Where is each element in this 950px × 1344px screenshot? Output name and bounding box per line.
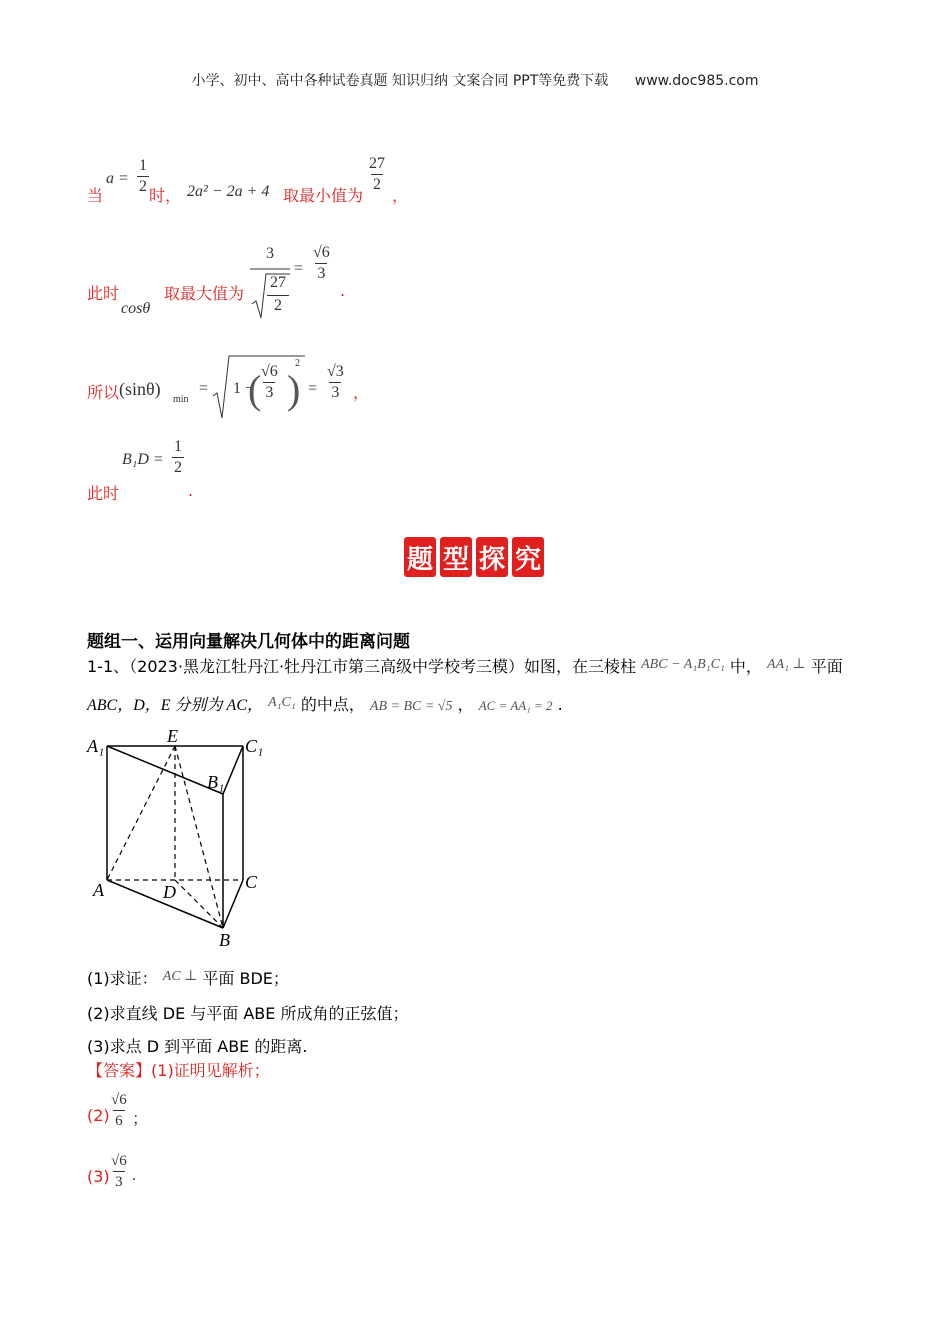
problem-comma: ， (457, 695, 474, 714)
line3-paren-close: ) (287, 367, 301, 412)
problem-prism: ABC − A₁B₁C₁ (641, 657, 725, 672)
line1-mid: 时， (149, 186, 182, 205)
label-a1: A₁ (87, 736, 105, 756)
question-3: (3)求点 D 到平面 ABE 的距离. (87, 1037, 308, 1056)
line2-cos: cosθ (121, 300, 151, 317)
line3-end: ， (353, 383, 370, 402)
line2-fraction: 3 27 2 (250, 243, 290, 265)
answer-line-1 (87, 1058, 270, 1081)
line4-lhs: B₁D = (122, 451, 164, 468)
banner-char-1: 题 (404, 537, 436, 577)
answer-3-end: . (132, 1167, 136, 1184)
line4-end: . (188, 481, 194, 500)
answer-1: (1)证明见解析； (151, 1061, 270, 1080)
q1-prefix: (1)求证： (87, 969, 158, 988)
problem-cond2: AC = AA₁ = 2 (478, 698, 553, 713)
problem-a1c1: A₁C₁ (268, 695, 296, 710)
line4-frac: $\frac{1}{2}$ (174, 438, 182, 476)
line3-eq2: = (308, 380, 318, 397)
problem-period: . (557, 695, 563, 714)
line1-a-eq: a = (106, 170, 129, 187)
q1-suffix: 平面 BDE； (202, 969, 289, 988)
line2-end: . (340, 281, 346, 300)
line2-prefix: 此时 (87, 284, 120, 303)
line1-frac: $\frac{1}{2}$ (139, 157, 147, 195)
line1-tail: 取最小值为 (283, 186, 364, 205)
banner-char-4: 究 (512, 537, 544, 577)
section-title: 题组一、运用向量解决几何体中的距离问题 (87, 632, 410, 652)
line4-prefix: 此时 (87, 484, 120, 503)
line3-sub: min (173, 394, 189, 405)
edge-a1b1 (107, 746, 223, 794)
problem-line2a: ABC，D，E 分别为 AC， (87, 697, 263, 714)
question-1 (87, 962, 408, 997)
page-header (0, 70, 950, 90)
problem-line-2 (87, 692, 877, 715)
line3-inner-frac: $\frac{√6}{3}$ (261, 363, 278, 401)
question-2: (2)求直线 DE 与平面 ABE 所成角的正弦值； (87, 1004, 409, 1023)
answer-2-end: ； (132, 1111, 149, 1128)
header-site[interactable]: www.doc985.com (634, 73, 759, 89)
prism-figure (85, 728, 275, 950)
edge-cb (223, 880, 243, 928)
line2-eq: = (294, 260, 304, 277)
line1-expr: 2a² − 2a + 4 (187, 183, 270, 200)
label-c: C (245, 872, 258, 892)
header-text: 小学、初中、高中各种试卷真题 知识归纳 文案合同 PPT等免费下载 (191, 73, 609, 89)
problem-intro: 1-1、（2023·黑龙江牡丹江·牡丹江市第三高级中学校考三模）如图，在三棱柱 (87, 657, 637, 676)
problem-plane: 平面 (810, 657, 843, 676)
label-a: A (93, 880, 104, 900)
line3-lhs: (sinθ) (119, 379, 161, 399)
line2-result: $\frac{√6}{3}$ (313, 244, 330, 282)
problem-mid: 中， (729, 657, 762, 676)
label-c1: C₁ (245, 736, 264, 756)
banner-char-2: 型 (440, 537, 472, 577)
banner-char-3: 探 (476, 537, 508, 577)
answer-3-label: (3) (87, 1167, 110, 1186)
answer-2-frac: $\frac{√6}{6}$ (111, 1092, 127, 1129)
edge-c1b1 (223, 746, 243, 794)
edge-db (175, 880, 223, 928)
label-b1: B₁ (207, 772, 225, 792)
problem-cond1: AB = BC = √5 (369, 699, 453, 714)
questions (87, 962, 408, 1063)
answer-label: 【答案】 (87, 1061, 152, 1080)
answer-2-label: (2) (87, 1106, 110, 1125)
q1-math: AC ⊥ (162, 969, 198, 984)
line3-power: 2 (295, 358, 300, 369)
problem-line2b: 的中点， (300, 695, 365, 714)
line1-end: ， (392, 186, 409, 205)
line3-eq: = (199, 380, 209, 397)
label-e: E (167, 728, 178, 746)
problem-statement (87, 654, 877, 715)
line3-result: $\frac{√3}{3}$ (327, 363, 344, 401)
label-b: B (219, 930, 230, 950)
line2-tail: 取最大值为 (164, 284, 245, 303)
line3-one: 1 − (233, 380, 255, 397)
label-d: D (163, 882, 176, 902)
line3-paren-open: ( (248, 367, 262, 412)
section-banner (404, 537, 546, 579)
edge-ea (107, 746, 175, 880)
line3-prefix: 所以 (87, 383, 120, 402)
answer-3-frac: $\frac{√6}{3}$ (111, 1153, 127, 1190)
line1-prefix: 当 (87, 186, 104, 205)
problem-line-1 (87, 654, 877, 676)
problem-aa1: AA₁ ⊥ (767, 657, 806, 672)
line1-value: $\frac{27}{2}$ (369, 155, 385, 193)
